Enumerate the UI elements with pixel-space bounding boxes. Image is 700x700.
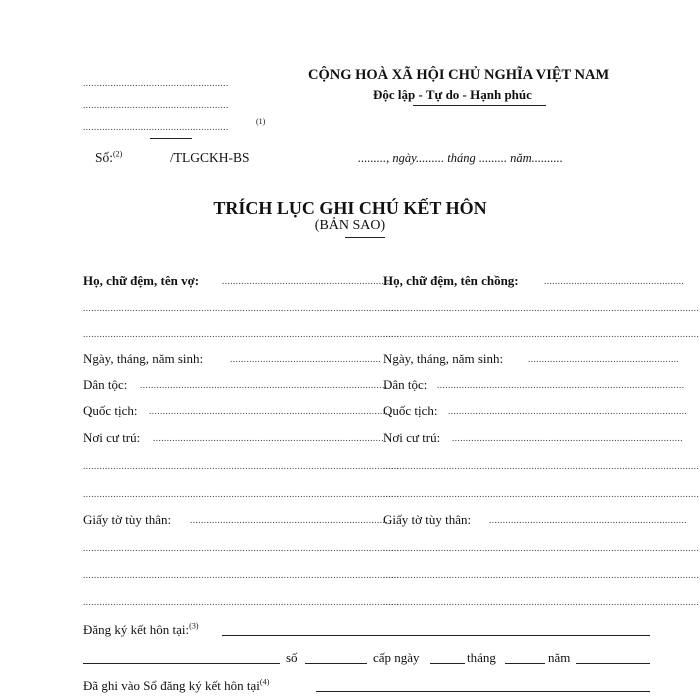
husband-nationality-dots: .......................................................................................	[448, 406, 688, 416]
husband-residence-dots: ....................................................................................	[452, 433, 683, 443]
wife-name-dots: .............................................................	[222, 276, 390, 286]
wife-residence-line-3: ...................................................................................................................	[83, 489, 400, 499]
country-name: CỘNG HOÀ XÃ HỘI CHỦ NGHĨA VIỆT NAM	[308, 67, 610, 83]
registered-note: (3)	[189, 621, 199, 631]
wife-id-line-2: ...................................................................................................................	[83, 543, 400, 553]
wife-id-line-4: ...................................................................................................................	[83, 597, 400, 607]
husband-id-line-4: ...................................................................................................................	[383, 597, 700, 607]
motto: Độc lập - Tự do - Hạnh phúc	[373, 87, 532, 102]
wife-nationality-dots: .......................................................................................	[149, 406, 389, 416]
agency-line-2: .....................................................	[83, 100, 229, 110]
wife-residence-label: Nơi cư trú:	[83, 430, 141, 445]
husband-id-line-2: ...................................................................................................................	[383, 543, 700, 553]
wife-name-label: Họ, chữ đệm, tên vợ:	[83, 273, 200, 288]
wife-residence-line-2: ...................................................................................................................	[83, 461, 400, 471]
wife-id-line-3: ...................................................................................................................	[83, 570, 400, 580]
wife-ethnic-label: Dân tộc:	[83, 377, 128, 392]
so-label: Số:	[95, 150, 114, 165]
agency-underline	[150, 138, 192, 139]
registered-at-line	[222, 635, 650, 636]
cap-ngay-label: cấp ngày	[373, 650, 420, 665]
wife-ethnic-dots: ..........................................................................................	[140, 380, 388, 390]
thang-label: tháng	[467, 650, 496, 665]
wife-residence-dots: ....................................................................................	[153, 433, 384, 443]
so-note: (2)	[113, 149, 123, 159]
document-title: TRÍCH LỤC GHI CHÚ KẾT HÔN	[213, 198, 487, 218]
husband-name-label: Họ, chữ đệm, tên chồng:	[383, 273, 519, 288]
wife-name-line-3: ...................................................................................................................	[83, 329, 400, 339]
so-field-line	[305, 663, 367, 664]
husband-id-line-3: ...................................................................................................................	[383, 570, 700, 580]
date-line: ........., ngày......... tháng ......... năm..........	[358, 151, 563, 165]
agency-note: (1)	[256, 117, 266, 126]
husband-id-label: Giấy tờ tùy thân:	[383, 512, 472, 527]
wife-id-label: Giấy tờ tùy thân:	[83, 512, 172, 527]
registered-line-2	[83, 663, 280, 664]
thang-line	[505, 663, 545, 664]
husband-ethnic-dots: ..........................................................................................	[437, 380, 685, 390]
wife-id-dots: ........................................................................	[190, 515, 388, 525]
agency-line-1: .....................................................	[83, 78, 229, 88]
wife-dob-label: Ngày, tháng, năm sinh:	[83, 351, 204, 366]
document-subtitle: (BẢN SAO)	[314, 218, 386, 233]
recorded-at-label: Đã ghi vào Sổ đăng ký kết hôn tại$^{(4)}$	[83, 677, 270, 693]
motto-underline	[413, 105, 546, 106]
recorded-at-line	[316, 691, 650, 692]
husband-nationality-label: Quốc tịch:	[383, 403, 438, 418]
husband-residence-label: Nơi cư trú:	[383, 430, 441, 445]
wife-nationality-label: Quốc tịch:	[83, 403, 138, 418]
document-number-suffix: /TLGCKH-BS	[170, 150, 250, 165]
husband-name-line-2: ...................................................................................................................	[383, 303, 700, 313]
husband-ethnic-label: Dân tộc:	[383, 377, 428, 392]
recorded-note: (4)	[259, 677, 270, 687]
husband-id-dots: ........................................................................	[489, 515, 687, 525]
wife-name-line-2: ...................................................................................................................	[83, 303, 400, 313]
wife-dob-dots: .......................................................	[230, 354, 382, 364]
agency-line-3: .....................................................	[83, 122, 229, 132]
subtitle-underline	[345, 237, 385, 238]
nam-label: năm	[548, 650, 571, 665]
document-number	[95, 150, 122, 166]
husband-name-line-3: ...................................................................................................................	[383, 329, 700, 339]
nam-line	[576, 663, 650, 664]
husband-residence-line-2: ...................................................................................................................	[383, 461, 700, 471]
registered-at-label: Đăng ký kết hôn tại:$^{(3)}$	[83, 621, 199, 637]
cap-ngay-line	[430, 663, 465, 664]
husband-dob-dots: .......................................................	[528, 354, 680, 364]
husband-dob-label: Ngày, tháng, năm sinh:	[383, 351, 504, 366]
so-field-label: số	[286, 650, 298, 665]
husband-residence-line-3: ...................................................................................................................	[383, 489, 700, 499]
husband-name-dots: ...................................................	[544, 276, 685, 286]
